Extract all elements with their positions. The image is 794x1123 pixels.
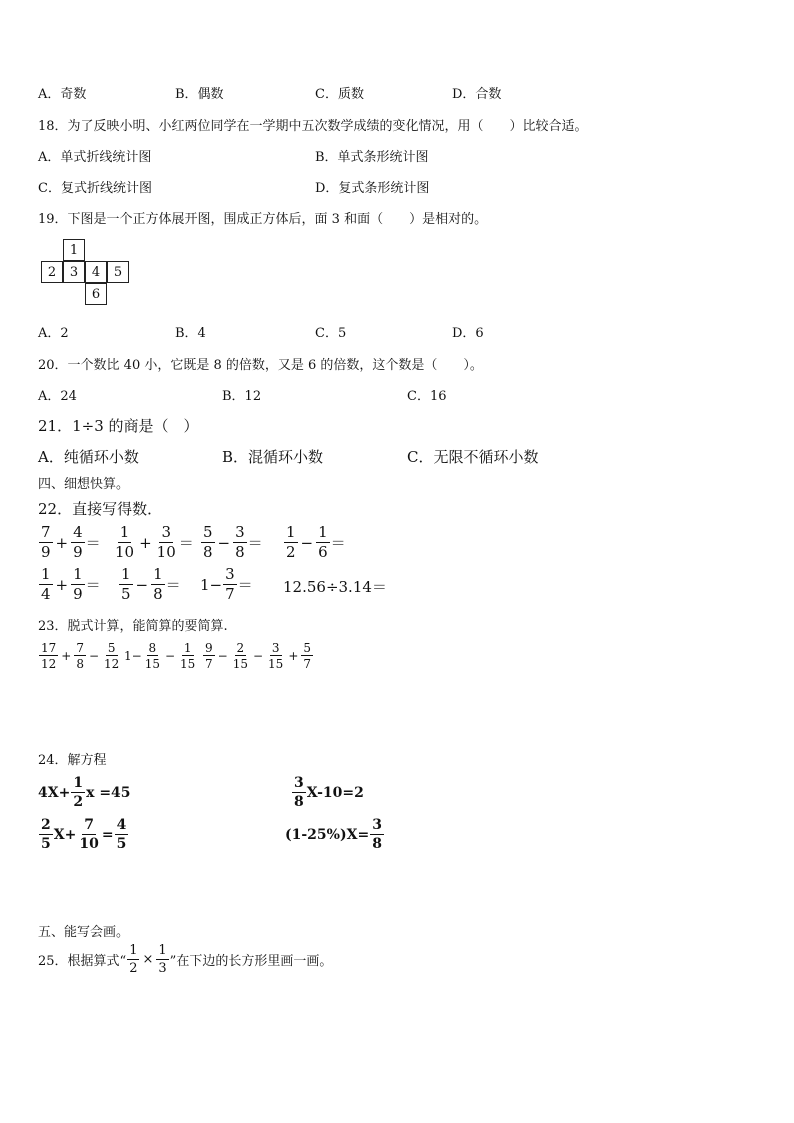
net-face-6: 6 — [85, 283, 107, 305]
q23-expr-2: 1− $\frac{8}{15}$ − $\frac{1}{15}$ — [124, 641, 196, 671]
q22-expr-6: 1 5 − $\frac{1}{8}$ ＝ — [121, 565, 181, 603]
q25-stem: 25．根据算式“ $\frac{1}{2}$ × $\frac{1}{3}$ ”在下边的长方形里画一画。 — [38, 943, 333, 976]
q17-option-d: D．合数 — [452, 87, 502, 102]
q22-expr-3: 5 8 − $\frac{3}{8}$ ＝ — [203, 523, 263, 561]
q19-stem: 19．下图是一个正方体展开图，围成正方体后，面 3 和面（ ）是相对的。 — [38, 212, 488, 227]
q17-option-c: C．质数 — [315, 87, 364, 102]
q17-option-a: A．奇数 — [38, 87, 87, 102]
q23-expr-3: 9 7 − $\frac{2}{15}$ − $\frac{3}{15}$ + $\frac{5}{7}$ — [205, 641, 312, 671]
q19-option-a: A．2 — [38, 326, 69, 341]
net-face-2: 2 — [41, 261, 63, 283]
q22-expr-2: 1 10 + $\frac{3}{10}$ ＝ — [115, 523, 194, 561]
q20-option-a: A．24 — [38, 389, 77, 404]
q24-equation-4: (1-25%)X= $\frac{3}{8}$ — [285, 817, 382, 852]
q21-option-c: C．无限不循环小数 — [407, 448, 539, 466]
q21-stem: 21．1÷3 的商是（ ） — [38, 417, 199, 435]
q22-expr-5: 1 4 + $\frac{1}{9}$ ＝ — [41, 565, 101, 603]
q20-option-c: C．16 — [407, 389, 447, 404]
cube-net — [41, 239, 133, 305]
section-4-heading: 四、细想快算。 — [38, 477, 130, 492]
q21-option-a: A．纯循环小数 — [38, 448, 139, 466]
net-face-3: 3 — [63, 261, 85, 283]
net-face-4: 4 — [85, 261, 107, 283]
q22-expr-7: 1− $\frac{3}{7}$ ＝ — [200, 565, 253, 603]
q18-option-a: A．单式折线统计图 — [38, 150, 152, 165]
q22-expr-8: 12.56÷3.14＝ — [283, 578, 387, 596]
q18-option-b: B．单式条形统计图 — [315, 150, 429, 165]
q18-option-d: D．复式条形统计图 — [315, 181, 430, 196]
section-5-heading: 五、能写会画。 — [38, 925, 130, 940]
q19-option-d: D．6 — [452, 326, 484, 341]
q20-option-b: B．12 — [222, 389, 262, 404]
q17-option-b: B．偶数 — [175, 87, 224, 102]
q18-stem: 18．为了反映小明、小红两位同学在一学期中五次数学成绩的变化情况，用（ ）比较合适。 — [38, 119, 588, 134]
q24-equation-1: 4X+ $\frac{1}{2}$ x =45 — [38, 775, 131, 810]
q24-equation-2: 3 8 X-10=2 — [294, 775, 364, 810]
q23-expr-1: 17 12 + $\frac{7}{8}$ − $\frac{5}{12}$ — [41, 641, 120, 671]
q21-option-b: B．混循环小数 — [222, 448, 324, 466]
q19-option-c: C．5 — [315, 326, 347, 341]
q24-stem: 24．解方程 — [38, 753, 107, 768]
q23-stem: 23．脱式计算，能简算的要简算. — [38, 619, 228, 634]
q18-option-c: C．复式折线统计图 — [38, 181, 152, 196]
q22-expr-4: 1 2 − $\frac{1}{6}$ ＝ — [286, 523, 346, 561]
q22-expr-1: 7 9 + $\frac{4}{9}$ ＝ — [41, 523, 101, 561]
q20-stem: 20．一个数比 40 小，它既是 8 的倍数，又是 6 的倍数，这个数是（ ）。 — [38, 358, 483, 373]
q22-stem: 22．直接写得数． — [38, 500, 163, 518]
net-face-5: 5 — [107, 261, 129, 283]
q24-equation-3: 2 5 X+ $\frac{7}{10}$ = $\frac{4}{5}$ — [41, 817, 127, 852]
net-face-1: 1 — [63, 239, 85, 261]
q19-option-b: B．4 — [175, 326, 206, 341]
